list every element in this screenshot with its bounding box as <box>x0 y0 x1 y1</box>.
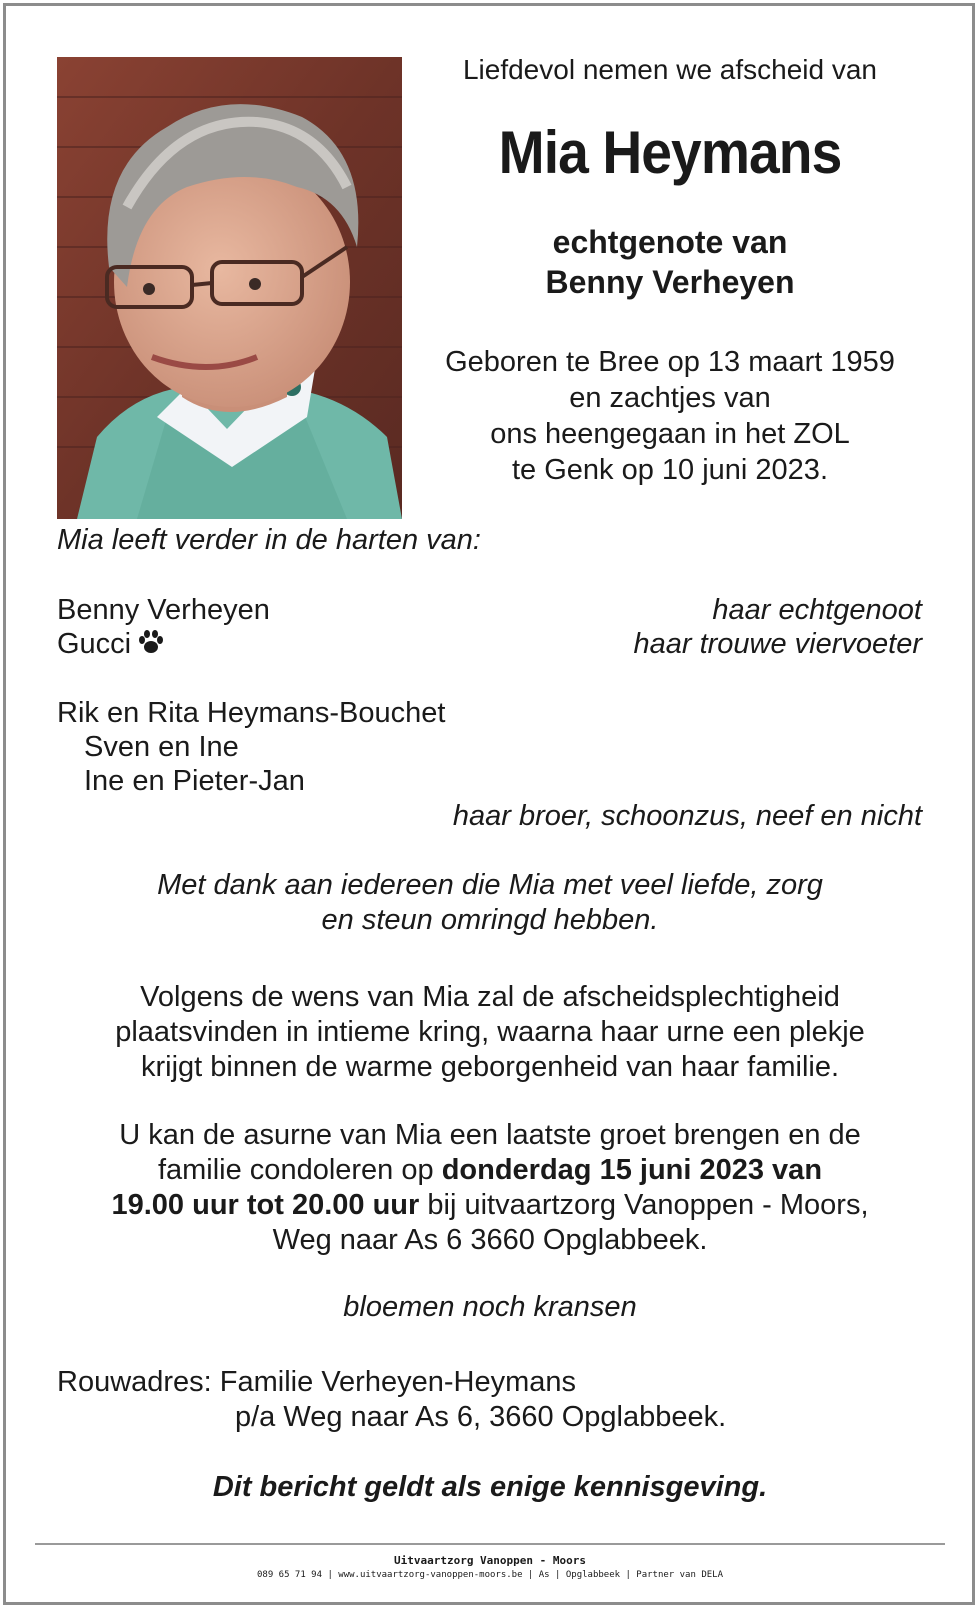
survivor-family-head: Rik en Rita Heymans-Bouchet <box>57 697 446 729</box>
survivor-child: Sven en Ine <box>84 731 239 763</box>
thanks-line-2: en steun omringd hebben. <box>321 904 659 936</box>
visit-line-3: 19.00 uur tot 20.00 uur bij uitvaartzorg Vanoppen - Moors, <box>111 1189 869 1221</box>
visit-date: donderdag 15 juni 2023 van <box>441 1154 823 1186</box>
wish-line-3: krijgt binnen de warme geborgenheid van haar familie. <box>140 1051 840 1083</box>
wish-line-2: plaatsvinden in intieme kring, waarna haar urne een plekje <box>115 1016 865 1048</box>
portrait-photo <box>57 57 402 519</box>
notice-text: Dit bericht geldt als enige kennisgeving. <box>212 1471 768 1503</box>
thanks-line-1: Met dank aan iedereen die Mia met veel liefde, zorg <box>157 869 823 901</box>
flowers-note: bloemen noch kransen <box>343 1291 637 1323</box>
wish-line-1: Volgens de wens van Mia zal de afscheidsplechtigheid <box>140 981 840 1013</box>
visit-line-4: Weg naar As 6 3660 Opglabbeek. <box>272 1224 708 1256</box>
spouse-line-2: Benny Verheyen <box>545 264 795 300</box>
survivor-child: Ine en Pieter-Jan <box>84 765 305 797</box>
footer-company: Uitvaartzorg Vanoppen - Moors <box>393 1554 587 1567</box>
address-line-2: p/a Weg naar As 6, 3660 Opglabbeek. <box>235 1401 727 1433</box>
deceased-name: Mia Heymans <box>498 119 842 186</box>
visit-line-2: familie condoleren op donderdag 15 juni 2023 van <box>157 1154 823 1186</box>
survivor-relation: haar echtgenoot <box>712 594 922 626</box>
survivor-name: Gucci <box>57 628 132 660</box>
visit-line-1: U kan de asurne van Mia een laatste groet brengen en de <box>119 1119 861 1151</box>
intro-text: Liefdevol nemen we afscheid van <box>462 54 878 85</box>
survivor-name: Benny Verheyen <box>57 594 270 626</box>
address-line-1: Rouwadres: Familie Verheyen-Heymans <box>57 1366 576 1398</box>
footer-details: 089 65 71 94 | www.uitvaartzorg-vanoppen-moors.be | As | Opglabbeek | Partner van DELA <box>257 1570 723 1580</box>
survivor-relation: haar broer, schoonzus, neef en nicht <box>452 800 922 832</box>
footer-divider <box>35 1543 945 1545</box>
pet-name-line <box>57 628 165 663</box>
paw-print-icon <box>137 629 165 663</box>
birth-death-line-3: ons heengegaan in het ZOL <box>490 418 850 450</box>
spouse-line-1: echtgenote van <box>552 224 788 260</box>
birth-death-line-4: te Genk op 10 juni 2023. <box>511 454 828 486</box>
survivor-relation: haar trouwe viervoeter <box>633 628 922 660</box>
birth-death-line-1: Geboren te Bree op 13 maart 1959 <box>445 346 895 378</box>
visit-time: 19.00 uur tot 20.00 uur <box>111 1189 420 1221</box>
birth-death-line-2: en zachtjes van <box>569 382 771 414</box>
survivors-intro: Mia leeft verder in de harten van: <box>57 524 481 556</box>
